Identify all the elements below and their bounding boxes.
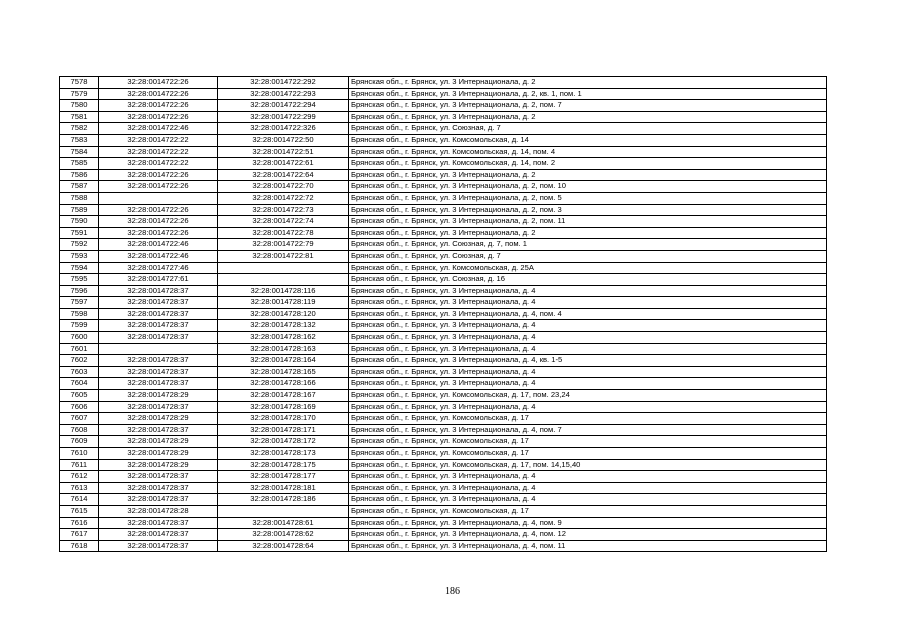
table-row <box>60 540 827 552</box>
parcel-number-cell: 32:28:0014728:37 <box>99 401 218 413</box>
table-row <box>60 424 827 436</box>
parcel-number-cell: 32:28:0014727:61 <box>99 274 218 286</box>
table-row <box>60 482 827 494</box>
address-cell: Брянская обл., г. Брянск, ул. 3 Интернационала, д. 4, пом. 11 <box>349 540 827 552</box>
object-number-cell: 32:28:0014728:164 <box>218 355 349 367</box>
parcel-number-cell: 32:28:0014728:37 <box>99 378 218 390</box>
parcel-number-cell: 32:28:0014722:26 <box>99 77 218 89</box>
address-cell: Брянская обл., г. Брянск, ул. 3 Интернационала, д. 2, пом. 7 <box>349 100 827 112</box>
table-row <box>60 320 827 332</box>
parcel-number-cell: 32:28:0014722:46 <box>99 250 218 262</box>
object-number-cell: 32:28:0014722:74 <box>218 216 349 228</box>
table-row <box>60 390 827 402</box>
object-number-cell <box>218 274 349 286</box>
table-row <box>60 505 827 517</box>
parcel-number-cell: 32:28:0014728:29 <box>99 448 218 460</box>
address-cell: Брянская обл., г. Брянск, ул. 3 Интернационала, д. 4 <box>349 320 827 332</box>
row-number-cell: 7605 <box>60 390 99 402</box>
parcel-number-cell: 32:28:0014728:29 <box>99 459 218 471</box>
row-number-cell: 7584 <box>60 146 99 158</box>
address-cell: Брянская обл., г. Брянск, ул. 3 Интернационала, д. 4 <box>349 366 827 378</box>
table-row <box>60 88 827 100</box>
parcel-number-cell: 32:28:0014722:46 <box>99 239 218 251</box>
row-number-cell: 7603 <box>60 366 99 378</box>
row-number-cell: 7596 <box>60 285 99 297</box>
object-number-cell: 32:28:0014728:162 <box>218 332 349 344</box>
address-cell: Брянская обл., г. Брянск, ул. Комсомольская, д. 14, пом. 2 <box>349 158 827 170</box>
parcel-number-cell: 32:28:0014728:37 <box>99 355 218 367</box>
object-number-cell: 32:28:0014722:79 <box>218 239 349 251</box>
object-number-cell: 32:28:0014728:170 <box>218 413 349 425</box>
address-cell: Брянская обл., г. Брянск, ул. Союзная, д. 7 <box>349 250 827 262</box>
parcel-number-cell: 32:28:0014722:26 <box>99 169 218 181</box>
row-number-cell: 7583 <box>60 134 99 146</box>
object-number-cell: 32:28:0014722:72 <box>218 192 349 204</box>
table-row <box>60 332 827 344</box>
cadastral-table <box>59 76 827 552</box>
row-number-cell: 7594 <box>60 262 99 274</box>
address-cell: Брянская обл., г. Брянск, ул. 3 Интернационала, д. 4, пом. 4 <box>349 308 827 320</box>
parcel-number-cell: 32:28:0014722:26 <box>99 227 218 239</box>
parcel-number-cell: 32:28:0014727:46 <box>99 262 218 274</box>
row-number-cell: 7604 <box>60 378 99 390</box>
table-row <box>60 366 827 378</box>
table-row <box>60 123 827 135</box>
table-row <box>60 250 827 262</box>
object-number-cell: 32:28:0014722:73 <box>218 204 349 216</box>
parcel-number-cell: 32:28:0014722:26 <box>99 100 218 112</box>
table-row <box>60 494 827 506</box>
row-number-cell: 7615 <box>60 505 99 517</box>
table-row <box>60 297 827 309</box>
row-number-cell: 7589 <box>60 204 99 216</box>
address-cell: Брянская обл., г. Брянск, ул. 3 Интернационала, д. 4 <box>349 494 827 506</box>
object-number-cell: 32:28:0014722:81 <box>218 250 349 262</box>
parcel-number-cell: 32:28:0014728:37 <box>99 297 218 309</box>
parcel-number-cell: 32:28:0014728:37 <box>99 424 218 436</box>
parcel-number-cell: 32:28:0014728:37 <box>99 332 218 344</box>
object-number-cell: 32:28:0014728:119 <box>218 297 349 309</box>
table-row <box>60 343 827 355</box>
address-cell: Брянская обл., г. Брянск, ул. 3 Интернационала, д. 4 <box>349 401 827 413</box>
row-number-cell: 7593 <box>60 250 99 262</box>
table-row <box>60 262 827 274</box>
object-number-cell: 32:28:0014728:120 <box>218 308 349 320</box>
row-number-cell: 7582 <box>60 123 99 135</box>
parcel-number-cell: 32:28:0014728:37 <box>99 540 218 552</box>
table-row <box>60 355 827 367</box>
parcel-number-cell <box>99 192 218 204</box>
row-number-cell: 7579 <box>60 88 99 100</box>
table-row <box>60 100 827 112</box>
address-cell: Брянская обл., г. Брянск, ул. Комсомольская, д. 14 <box>349 134 827 146</box>
address-cell: Брянская обл., г. Брянск, ул. 3 Интернационала, д. 4 <box>349 482 827 494</box>
parcel-number-cell: 32:28:0014722:26 <box>99 181 218 193</box>
row-number-cell: 7581 <box>60 111 99 123</box>
table-row <box>60 181 827 193</box>
object-number-cell: 32:28:0014728:163 <box>218 343 349 355</box>
address-cell: Брянская обл., г. Брянск, ул. Комсомольская, д. 14, пом. 4 <box>349 146 827 158</box>
object-number-cell: 32:28:0014728:172 <box>218 436 349 448</box>
table-row <box>60 285 827 297</box>
object-number-cell: 32:28:0014728:61 <box>218 517 349 529</box>
table-row <box>60 77 827 89</box>
row-number-cell: 7601 <box>60 343 99 355</box>
parcel-number-cell: 32:28:0014722:22 <box>99 134 218 146</box>
parcel-number-cell: 32:28:0014728:37 <box>99 517 218 529</box>
address-cell: Брянская обл., г. Брянск, ул. 3 Интернационала, д. 2, пом. 11 <box>349 216 827 228</box>
address-cell: Брянская обл., г. Брянск, ул. 3 Интернационала, д. 4 <box>349 332 827 344</box>
address-cell: Брянская обл., г. Брянск, ул. Комсомольская, д. 17 <box>349 448 827 460</box>
object-number-cell: 32:28:0014722:64 <box>218 169 349 181</box>
parcel-number-cell: 32:28:0014728:29 <box>99 413 218 425</box>
object-number-cell: 32:28:0014722:70 <box>218 181 349 193</box>
parcel-number-cell: 32:28:0014722:26 <box>99 111 218 123</box>
cadastral-table-body <box>60 77 827 552</box>
parcel-number-cell: 32:28:0014728:37 <box>99 482 218 494</box>
table-row <box>60 204 827 216</box>
row-number-cell: 7609 <box>60 436 99 448</box>
table-row <box>60 378 827 390</box>
table-row <box>60 111 827 123</box>
parcel-number-cell: 32:28:0014728:37 <box>99 285 218 297</box>
object-number-cell: 32:28:0014728:167 <box>218 390 349 402</box>
row-number-cell: 7590 <box>60 216 99 228</box>
parcel-number-cell: 32:28:0014728:37 <box>99 308 218 320</box>
address-cell: Брянская обл., г. Брянск, ул. 3 Интернационала, д. 4 <box>349 378 827 390</box>
object-number-cell: 32:28:0014728:116 <box>218 285 349 297</box>
table-row <box>60 401 827 413</box>
object-number-cell: 32:28:0014728:186 <box>218 494 349 506</box>
object-number-cell: 32:28:0014728:165 <box>218 366 349 378</box>
object-number-cell: 32:28:0014722:326 <box>218 123 349 135</box>
page-number: 186 <box>445 586 460 597</box>
object-number-cell: 32:28:0014722:294 <box>218 100 349 112</box>
row-number-cell: 7585 <box>60 158 99 170</box>
address-cell: Брянская обл., г. Брянск, ул. Комсомольская, д. 17 <box>349 505 827 517</box>
row-number-cell: 7597 <box>60 297 99 309</box>
row-number-cell: 7595 <box>60 274 99 286</box>
address-cell: Брянская обл., г. Брянск, ул. 3 Интернационала, д. 2 <box>349 169 827 181</box>
table-row <box>60 413 827 425</box>
row-number-cell: 7598 <box>60 308 99 320</box>
row-number-cell: 7614 <box>60 494 99 506</box>
row-number-cell: 7612 <box>60 471 99 483</box>
row-number-cell: 7592 <box>60 239 99 251</box>
table-row <box>60 448 827 460</box>
row-number-cell: 7580 <box>60 100 99 112</box>
address-cell: Брянская обл., г. Брянск, ул. 3 Интернационала, д. 4 <box>349 285 827 297</box>
address-cell: Брянская обл., г. Брянск, ул. 3 Интернационала, д. 2 <box>349 227 827 239</box>
parcel-number-cell <box>99 343 218 355</box>
address-cell: Брянская обл., г. Брянск, ул. 3 Интернационала, д. 2, кв. 1, пом. 1 <box>349 88 827 100</box>
parcel-number-cell: 32:28:0014722:22 <box>99 146 218 158</box>
address-cell: Брянская обл., г. Брянск, ул. 3 Интернационала, д. 2, пом. 10 <box>349 181 827 193</box>
row-number-cell: 7591 <box>60 227 99 239</box>
address-cell: Брянская обл., г. Брянск, ул. Союзная, д. 16 <box>349 274 827 286</box>
object-number-cell: 32:28:0014728:62 <box>218 529 349 541</box>
object-number-cell: 32:28:0014722:78 <box>218 227 349 239</box>
address-cell: Брянская обл., г. Брянск, ул. 3 Интернационала, д. 2, пом. 5 <box>349 192 827 204</box>
row-number-cell: 7606 <box>60 401 99 413</box>
address-cell: Брянская обл., г. Брянск, ул. 3 Интернационала, д. 2 <box>349 77 827 89</box>
object-number-cell: 32:28:0014722:51 <box>218 146 349 158</box>
object-number-cell: 32:28:0014728:169 <box>218 401 349 413</box>
address-cell: Брянская обл., г. Брянск, ул. 3 Интернационала, д. 4 <box>349 471 827 483</box>
row-number-cell: 7600 <box>60 332 99 344</box>
address-cell: Брянская обл., г. Брянск, ул. 3 Интернационала, д. 4, кв. 1-5 <box>349 355 827 367</box>
row-number-cell: 7599 <box>60 320 99 332</box>
parcel-number-cell: 32:28:0014728:37 <box>99 471 218 483</box>
table-row <box>60 158 827 170</box>
parcel-number-cell: 32:28:0014728:37 <box>99 529 218 541</box>
address-cell: Брянская обл., г. Брянск, ул. Комсомольская, д. 17 <box>349 413 827 425</box>
object-number-cell: 32:28:0014722:50 <box>218 134 349 146</box>
object-number-cell <box>218 262 349 274</box>
row-number-cell: 7618 <box>60 540 99 552</box>
row-number-cell: 7602 <box>60 355 99 367</box>
parcel-number-cell: 32:28:0014728:28 <box>99 505 218 517</box>
row-number-cell: 7586 <box>60 169 99 181</box>
table-row <box>60 308 827 320</box>
parcel-number-cell: 32:28:0014728:37 <box>99 320 218 332</box>
parcel-number-cell: 32:28:0014722:26 <box>99 88 218 100</box>
address-cell: Брянская обл., г. Брянск, ул. Комсомольская, д. 17, пом. 23,24 <box>349 390 827 402</box>
object-number-cell: 32:28:0014728:173 <box>218 448 349 460</box>
object-number-cell <box>218 505 349 517</box>
row-number-cell: 7578 <box>60 77 99 89</box>
address-cell: Брянская обл., г. Брянск, ул. 3 Интернационала, д. 4, пом. 9 <box>349 517 827 529</box>
table-row <box>60 471 827 483</box>
object-number-cell: 32:28:0014722:293 <box>218 88 349 100</box>
row-number-cell: 7610 <box>60 448 99 460</box>
object-number-cell: 32:28:0014728:181 <box>218 482 349 494</box>
parcel-number-cell: 32:28:0014728:29 <box>99 390 218 402</box>
address-cell: Брянская обл., г. Брянск, ул. 3 Интернационала, д. 4 <box>349 343 827 355</box>
parcel-number-cell: 32:28:0014728:37 <box>99 494 218 506</box>
parcel-number-cell: 32:28:0014728:37 <box>99 366 218 378</box>
table-row <box>60 529 827 541</box>
address-cell: Брянская обл., г. Брянск, ул. 3 Интернационала, д. 4, пом. 7 <box>349 424 827 436</box>
object-number-cell: 32:28:0014728:166 <box>218 378 349 390</box>
row-number-cell: 7608 <box>60 424 99 436</box>
table-row <box>60 192 827 204</box>
row-number-cell: 7607 <box>60 413 99 425</box>
object-number-cell: 32:28:0014722:299 <box>218 111 349 123</box>
object-number-cell: 32:28:0014728:64 <box>218 540 349 552</box>
address-cell: Брянская обл., г. Брянск, ул. 3 Интернационала, д. 2, пом. 3 <box>349 204 827 216</box>
address-cell: Брянская обл., г. Брянск, ул. Комсомольская, д. 17 <box>349 436 827 448</box>
address-cell: Брянская обл., г. Брянск, ул. 3 Интернационала, д. 4, пом. 12 <box>349 529 827 541</box>
parcel-number-cell: 32:28:0014722:22 <box>99 158 218 170</box>
table-row <box>60 134 827 146</box>
row-number-cell: 7587 <box>60 181 99 193</box>
row-number-cell: 7617 <box>60 529 99 541</box>
object-number-cell: 32:28:0014728:177 <box>218 471 349 483</box>
table-row <box>60 436 827 448</box>
parcel-number-cell: 32:28:0014722:26 <box>99 204 218 216</box>
address-cell: Брянская обл., г. Брянск, ул. 3 Интернационала, д. 2 <box>349 111 827 123</box>
parcel-number-cell: 32:28:0014728:29 <box>99 436 218 448</box>
table-row <box>60 239 827 251</box>
table-row <box>60 274 827 286</box>
address-cell: Брянская обл., г. Брянск, ул. Союзная, д. 7, пом. 1 <box>349 239 827 251</box>
object-number-cell: 32:28:0014722:292 <box>218 77 349 89</box>
parcel-number-cell: 32:28:0014722:26 <box>99 216 218 228</box>
table-row <box>60 459 827 471</box>
table-row <box>60 146 827 158</box>
object-number-cell: 32:28:0014728:171 <box>218 424 349 436</box>
row-number-cell: 7588 <box>60 192 99 204</box>
object-number-cell: 32:28:0014728:175 <box>218 459 349 471</box>
address-cell: Брянская обл., г. Брянск, ул. Комсомольская, д. 25А <box>349 262 827 274</box>
parcel-number-cell: 32:28:0014722:46 <box>99 123 218 135</box>
table-row <box>60 169 827 181</box>
object-number-cell: 32:28:0014728:132 <box>218 320 349 332</box>
object-number-cell: 32:28:0014722:61 <box>218 158 349 170</box>
row-number-cell: 7611 <box>60 459 99 471</box>
address-cell: Брянская обл., г. Брянск, ул. Союзная, д. 7 <box>349 123 827 135</box>
row-number-cell: 7616 <box>60 517 99 529</box>
address-cell: Брянская обл., г. Брянск, ул. 3 Интернационала, д. 4 <box>349 297 827 309</box>
table-row <box>60 227 827 239</box>
row-number-cell: 7613 <box>60 482 99 494</box>
table-row <box>60 216 827 228</box>
address-cell: Брянская обл., г. Брянск, ул. Комсомольская, д. 17, пом. 14,15,40 <box>349 459 827 471</box>
table-row <box>60 517 827 529</box>
